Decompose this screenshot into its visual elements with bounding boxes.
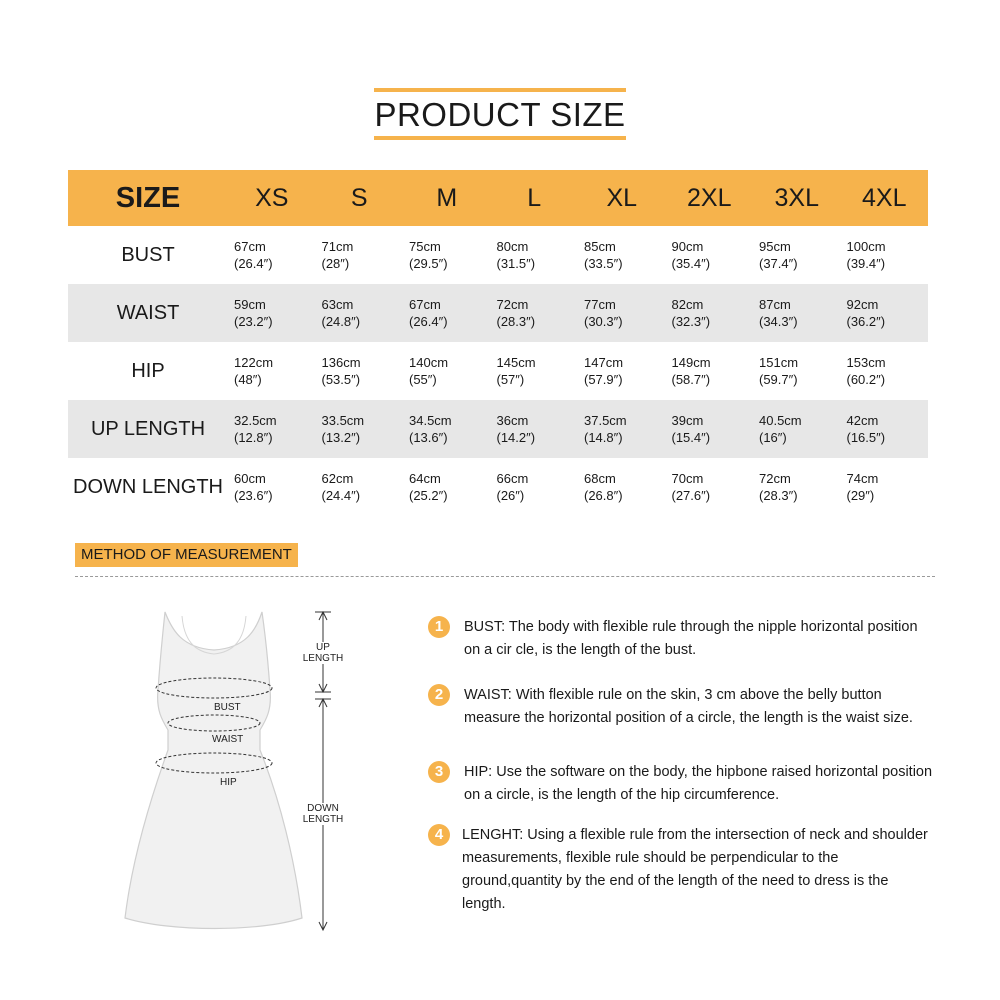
table-cell: 72cm (28.3″) — [496, 297, 536, 329]
table-cell: 140cm (55″) — [409, 355, 449, 387]
table-cell: 37.5cm (14.8″) — [584, 413, 627, 445]
header-size-xs: XS — [255, 183, 289, 212]
step-number-badge: 4 — [428, 824, 450, 846]
figure-bust-label: BUST — [214, 702, 241, 713]
table-row-up-length — [68, 400, 928, 458]
table-cell: 42cm (16.5″) — [846, 413, 886, 445]
title-top-bar — [374, 88, 626, 92]
figure-up-length-label: UP LENGTH — [300, 642, 346, 664]
table-cell: 147cm (57.9″) — [584, 355, 624, 387]
figure-hip-label: HIP — [220, 777, 237, 788]
table-cell: 149cm (58.7″) — [671, 355, 711, 387]
table-cell: 39cm (15.4″) — [671, 413, 711, 445]
table-cell: 36cm (14.2″) — [496, 413, 536, 445]
size-table-header — [68, 170, 928, 226]
step-text: WAIST: With flexible rule on the skin, 3 cm above the belly button measure the horizontal position of a circle, the length is the waist size. — [464, 687, 913, 726]
table-row-hip — [68, 342, 928, 400]
table-cell: 67cm (26.4″) — [234, 239, 273, 271]
table-cell: 95cm (37.4″) — [759, 239, 798, 271]
table-cell: 33.5cm (13.2″) — [321, 413, 365, 445]
size-table — [68, 170, 928, 516]
table-cell: 77cm (30.3″) — [584, 297, 623, 329]
header-size-l: L — [527, 183, 542, 212]
header-size-m: M — [436, 183, 458, 212]
header-size-label: SIZE — [115, 181, 181, 214]
row-label: HIP — [131, 359, 165, 382]
table-cell: 63cm (24.8″) — [321, 297, 361, 329]
table-cell: 90cm (35.4″) — [671, 239, 711, 271]
figure-down-length-label: DOWN LENGTH — [300, 803, 346, 825]
table-cell: 122cm (48″) — [234, 355, 274, 387]
table-cell: 59cm (23.2″) — [234, 297, 273, 329]
table-cell: 34.5cm (13.6″) — [409, 413, 452, 445]
table-cell: 71cm (28″) — [321, 239, 354, 271]
table-cell: 64cm (25.2″) — [409, 471, 448, 503]
table-cell: 80cm (31.5″) — [496, 239, 536, 271]
table-cell: 82cm (32.3″) — [671, 297, 711, 329]
row-label: BUST — [121, 243, 175, 266]
table-cell: 75cm (29.5″) — [409, 239, 448, 271]
header-size-xl: XL — [606, 183, 638, 212]
table-cell: 87cm (34.3″) — [759, 297, 798, 329]
table-cell: 136cm (53.5″) — [321, 355, 361, 387]
header-size-3xl: 3XL — [774, 183, 819, 212]
dress-measurement-figure — [110, 600, 370, 940]
table-cell: 60cm (23.6″) — [234, 471, 273, 503]
table-cell: 92cm (36.2″) — [846, 297, 886, 329]
table-cell: 85cm (33.5″) — [584, 239, 623, 271]
table-row-waist — [68, 284, 928, 342]
header-size-4xl: 4XL — [862, 183, 907, 212]
table-row-bust — [68, 226, 928, 284]
table-cell: 153cm (60.2″) — [846, 355, 886, 387]
row-label: WAIST — [116, 301, 180, 324]
table-cell: 100cm (39.4″) — [846, 239, 886, 271]
step-text: LENGHT: Using a flexible rule from the intersection of neck and shoulder measurements, flexible rule should be perpendicular to the ground,quantity by the end of the length of the need to dress is the length. — [462, 827, 928, 912]
step-text: BUST: The body with flexible rule through the nipple horizontal position on a cir cle, is the length of the bust. — [464, 619, 918, 658]
table-cell: 32.5cm (12.8″) — [234, 413, 277, 445]
table-cell: 151cm (59.7″) — [759, 355, 799, 387]
table-cell: 68cm (26.8″) — [584, 471, 623, 503]
step-text: HIP: Use the software on the body, the hipbone raised horizontal position on a circle, is the length of the hip circumference. — [464, 764, 933, 803]
table-row-down-length — [68, 458, 928, 516]
dashed-divider — [75, 576, 935, 577]
step-number-badge: 2 — [428, 684, 450, 706]
table-cell: 67cm (26.4″) — [409, 297, 448, 329]
table-cell: 40.5cm (16″) — [759, 413, 802, 445]
table-cell: 145cm (57″) — [496, 355, 536, 387]
table-cell: 74cm (29″) — [846, 471, 879, 503]
table-cell: 70cm (27.6″) — [671, 471, 711, 503]
header-size-2xl: 2XL — [687, 183, 732, 212]
step-number-badge: 1 — [428, 616, 450, 638]
table-cell: 62cm (24.4″) — [321, 471, 361, 503]
header-size-s: S — [350, 183, 368, 212]
table-cell: 72cm (28.3″) — [759, 471, 798, 503]
title-bottom-bar — [374, 136, 626, 140]
row-label: DOWN LENGTH — [73, 475, 223, 498]
table-cell: 66cm (26″) — [496, 471, 529, 503]
method-of-measurement-label: METHOD OF MEASUREMENT — [75, 543, 298, 567]
title-block — [374, 88, 626, 140]
page-title: PRODUCT SIZE — [374, 96, 626, 133]
row-label: UP LENGTH — [90, 417, 206, 440]
step-number-badge: 3 — [428, 761, 450, 783]
figure-waist-label: WAIST — [212, 734, 244, 745]
